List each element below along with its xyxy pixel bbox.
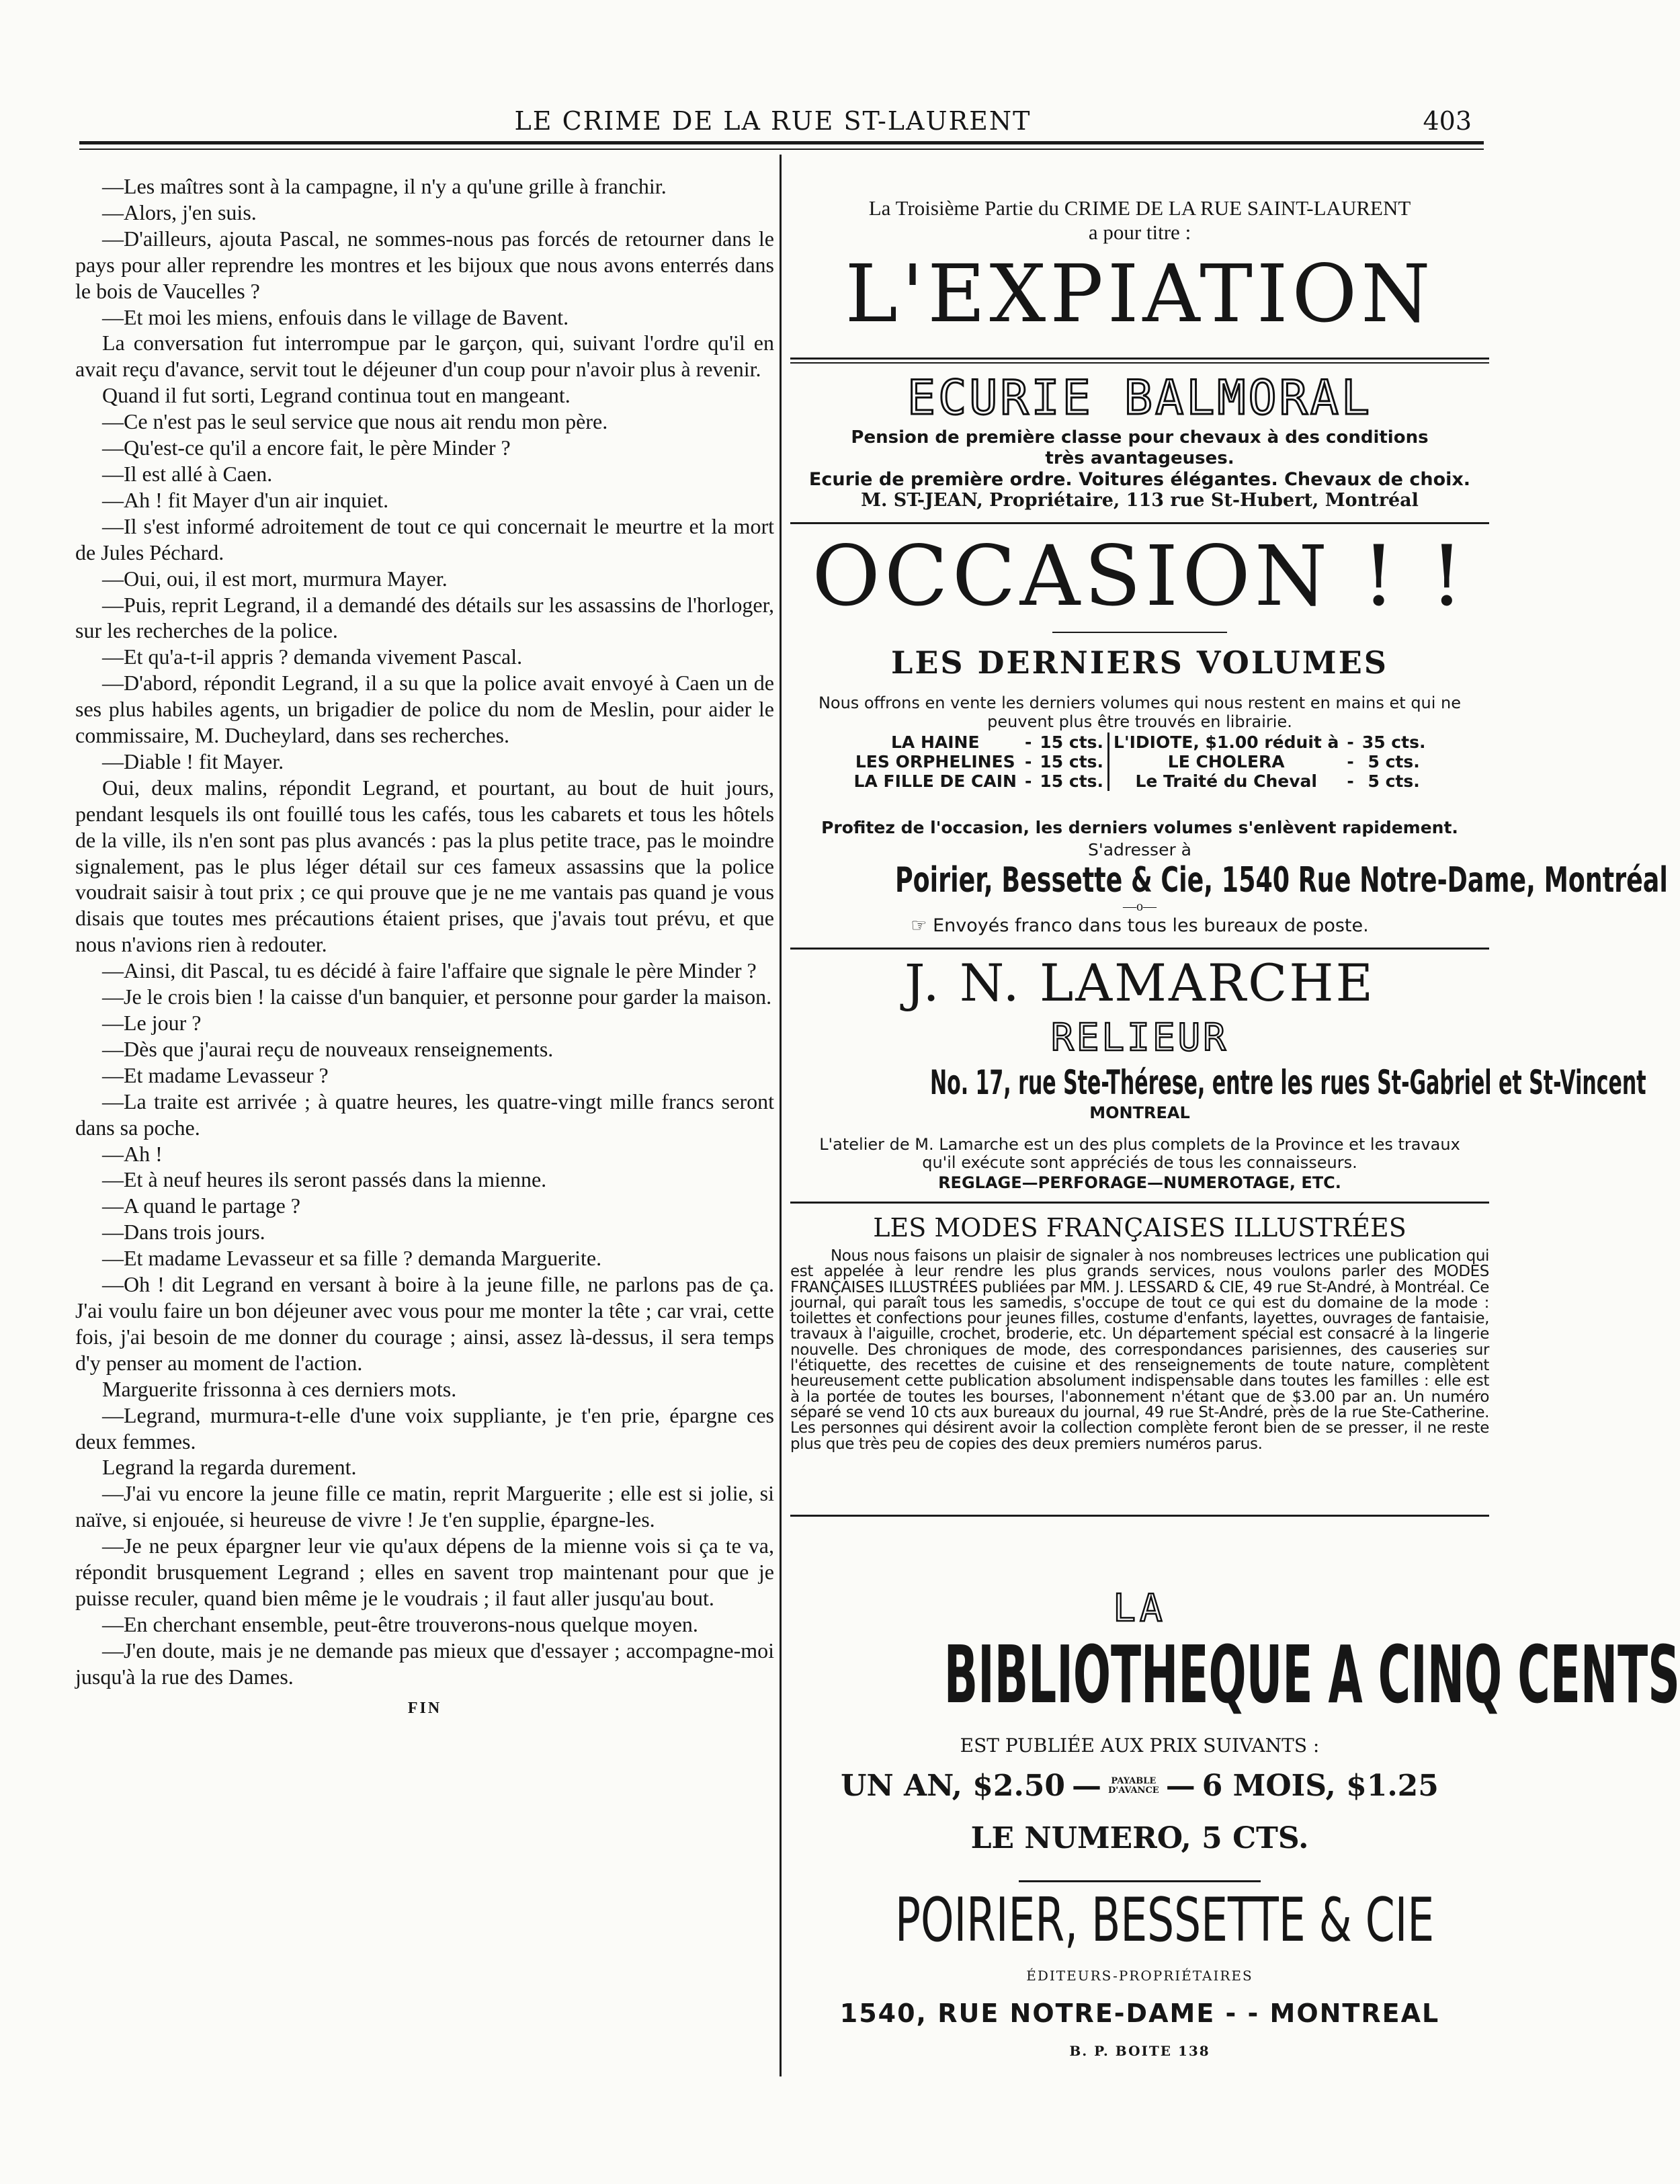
story-paragraph: —Oh ! dit Legrand en versant à boire à la jeune fille, ne parlons pas de ça. J'ai voulu faire un bon déjeuner avec vous pour me monter la tête ; car vrai, cette fois, j'ai besoin de me donner du courage ; ainsi, assez là-dessus, il sera temps d'y penser au moment de l'action. — [75, 1272, 774, 1375]
bibliotheque-title-wrap — [790, 1628, 1680, 1721]
story-paragraph: —Le jour ? — [102, 1011, 202, 1035]
lamarche-text: L'atelier de M. Lamarche est un des plus complets de la Province et les travaux qu'il exécute sont appréciés de tous les connaisseurs. — [819, 1135, 1460, 1172]
story-paragraph: La conversation fut interrompue par le garçon, qui, suivant l'ordre qu'il en avait reçu d'avance, servit tout le déjeuner d'un coup pour n'avoir plus à revenir. — [75, 331, 774, 382]
bibliotheque-prices — [790, 1769, 1489, 1803]
lamarche-address-wrap — [790, 1063, 1646, 1102]
bibliotheque-box: B. P. BOITE 138 — [1069, 2043, 1210, 2059]
lamarche-city: MONTREAL — [1089, 1103, 1190, 1122]
balmoral-line2: très avantageuses. — [1045, 448, 1234, 468]
story-paragraph: —Je le crois bien ! la caisse d'un banquier, et personne pour garder la maison. — [102, 984, 772, 1009]
payable-note — [1108, 1777, 1159, 1796]
occasion-profit-line: Profitez de l'occasion, les derniers volumes s'enlèvent rapidement. — [821, 818, 1458, 837]
occasion-title: OCCASION ! ! — [812, 528, 1468, 625]
story-paragraph: —D'ailleurs, ajouta Pascal, ne sommes-nous pas forcés de retourner dans le pays pour aller reprendre les montres et les bijoux que nous avons enterrés dans le bois de Vaucelles ? — [75, 226, 774, 303]
bibliotheque-address: 1540, RUE NOTRE-DAME - - MONTREAL — [839, 1999, 1440, 2028]
story-paragraph: —Il s'est informé adroitement de tout ce qui concernait le meurtre et la mort de Jules Péchard. — [75, 513, 774, 564]
payable-2: D'AVANCE — [1108, 1785, 1159, 1796]
ad-rule — [790, 522, 1489, 524]
book-price: 15 cts. — [1040, 752, 1104, 771]
book-dash: - — [1024, 732, 1032, 752]
expiation-intro — [790, 196, 1489, 245]
occasion-intro: Nous offrons en vente les derniers volumes qui nous restent en mains et qui ne peuvent plus être trouvés en librairie. — [818, 694, 1462, 731]
dash: — — [1165, 1769, 1195, 1803]
bibliotheque-title: BIBLIOTHEQUE A CINQ CENTS — [943, 1628, 1680, 1721]
story-paragraph: —Ah ! fit Mayer d'un air inquiet. — [102, 487, 389, 512]
story-paragraph: —Les maîtres sont à la campagne, il n'y a qu'une grille à franchir. — [102, 174, 667, 198]
lamarche-services: REGLAGE—PERFORAGE—NUMEROTAGE, ETC. — [938, 1173, 1341, 1192]
story-paragraph: —Qu'est-ce qu'il a encore fait, le père Minder ? — [102, 435, 511, 460]
book-title: LA HAINE — [890, 732, 980, 752]
book-title: L'IDIOTE, $1.00 réduit à — [1109, 732, 1343, 752]
balmoral-line3: Ecurie de première ordre. Voitures élégantes. Chevaux de choix. — [808, 469, 1471, 490]
short-rule — [1052, 632, 1227, 633]
book-price: 15 cts. — [1040, 771, 1104, 791]
book-dash: - — [1347, 732, 1354, 752]
book-price: 15 cts. — [1040, 732, 1104, 752]
page-number: 403 — [1423, 106, 1472, 136]
ad-rule — [790, 1515, 1489, 1517]
book-price: 5 cts. — [1368, 771, 1420, 791]
short-rule — [1019, 1880, 1261, 1882]
story-paragraph: Oui, deux malins, répondit Legrand, et pourtant, au bout de huit jours, pendant lesquels ils ont fouillé tous les cafés, tous les cabarets et tous les hôtels de la ville, ils n'en sont pas plus avancés : pas la plus petite trace, pas le moindre signalement, pas le plus léger détail sur ces fameux assassins que la police voudrait saisir à tout prix ; ce qui prouve que je ne me vantais pas quand je vous disais que toutes mes précautions étaient prises, que j'avais tout prévu, et que nous n'avions rien à redouter. — [75, 775, 774, 957]
dash: — — [1072, 1769, 1101, 1803]
header-rule-thin — [79, 149, 1484, 150]
bibliotheque-la: LA — [1113, 1587, 1167, 1630]
expiation-title: L'EXPIATION — [845, 247, 1435, 340]
story-paragraph: —En cherchant ensemble, peut-être trouverons-nous quelque moyen. — [102, 1611, 698, 1636]
story-paragraph: —Puis, reprit Legrand, il a demandé des détails sur les assassins de l'horloger, sur les recherches de la police. — [75, 592, 774, 643]
book-title: LA FILLE DE CAIN — [853, 771, 1017, 791]
book-title: LES ORPHELINES — [855, 752, 1015, 771]
ad-rule — [790, 948, 1489, 950]
modes-title: LES MODES FRANÇAISES ILLUSTRÉES — [873, 1213, 1406, 1243]
story-paragraph: —Alors, j'en suis. — [102, 200, 257, 224]
price-six-months: 6 MOIS, $1.25 — [1202, 1769, 1439, 1803]
ad-rule — [790, 1202, 1489, 1204]
occasion-address-line: S'adresser à — [1087, 840, 1192, 859]
bibliotheque-publisher: POIRIER, BESSETTE & CIE — [895, 1885, 1435, 1956]
story-paragraph: —Et madame Levasseur ? — [102, 1062, 329, 1087]
book-dash: - — [1347, 771, 1354, 791]
story-paragraph: —Et qu'a-t-il appris ? demanda vivement Pascal. — [102, 644, 523, 669]
story-paragraph: —Et madame Levasseur et sa fille ? demanda Marguerite. — [102, 1246, 602, 1271]
story-paragraph: —A quand le partage ? — [102, 1193, 300, 1218]
story-paragraph: —J'ai vu encore la jeune fille ce matin, reprit Marguerite ; elle est si jolie, si naïve, si enjouée, si heureuse de vivre ! Je t'en supplie, épargne-les. — [75, 1481, 774, 1532]
ad-rule-thin — [790, 362, 1489, 364]
book-dash: - — [1024, 752, 1032, 771]
story-paragraph: —La traite est arrivée ; à quatre heures, les quatre-vingt mille francs seront dans sa poche. — [75, 1089, 774, 1140]
story-paragraph: —Ainsi, dit Pascal, tu es décidé à faire l'affaire que signale le père Minder ? — [102, 958, 757, 983]
balmoral-title: ECURIE BALMORAL — [907, 370, 1373, 425]
column-divider — [780, 155, 782, 2076]
book-table — [850, 732, 1430, 791]
story-paragraph: —D'abord, répondit Legrand, il a su que la police avait envoyé à Caen un de ses plus habiles agents, un brigadier de police du nom de Meslin, pour aider le commissaire, M. Ducheylard, dans ses recherches. — [75, 671, 774, 748]
occasion-book-list — [790, 732, 1489, 791]
story-paragraph: —Dans trois jours. — [102, 1220, 265, 1245]
book-price: 35 cts. — [1361, 732, 1426, 752]
book-price: 5 cts. — [1368, 752, 1420, 771]
bibliotheque-numero: LE NUMERO, 5 CTS. — [970, 1821, 1309, 1855]
bibliotheque-sub: EST PUBLIÉE AUX PRIX SUIVANTS : — [960, 1734, 1320, 1757]
expiation-intro-line1: La Troisième Partie du CRIME DE LA RUE SAINT-LAURENT — [868, 196, 1411, 220]
lamarche-address: No. 17, rue Ste-Thérese, entre les rues St-Gabriel et St-Vincent — [930, 1063, 1646, 1102]
story-paragraph: —Oui, oui, il est mort, murmura Mayer. — [102, 566, 448, 591]
occasion-publisher: Poirier, Bessette & Cie, 1540 Rue Notre-Dame, Montréal — [895, 860, 1668, 900]
occasion-subtitle: LES DERNIERS VOLUMES — [890, 644, 1388, 681]
ad-rule — [790, 358, 1489, 360]
bibliotheque-publisher-wrap — [790, 1885, 1489, 1956]
header-rule-thick — [79, 141, 1484, 144]
story-paragraph: —Legrand, murmura-t-elle d'une voix suppliante, je t'en prie, épargne ces deux femmes. — [75, 1402, 774, 1454]
story-paragraph: —Dès que j'aurai reçu de nouveaux renseignements. — [102, 1036, 554, 1061]
story-paragraph: —Et moi les miens, enfouis dans le village de Bavent. — [102, 304, 569, 329]
story-paragraph: Marguerite frissonna à ces derniers mots. — [102, 1376, 457, 1401]
balmoral-line1: Pension de première classe pour chevaux à des conditions — [851, 427, 1429, 448]
book-title: LE CHOLERA — [1109, 752, 1343, 771]
balmoral-details — [790, 427, 1489, 511]
story-paragraph: —Je ne peux épargner leur vie qu'aux dépens de la mienne vois si ça te va, répondit brusquement Legrand ; elles en savent trop maintenant pour que je puisse reculer, quand bien même je le voudrais ; il faut aller jusqu'au bout. — [75, 1534, 774, 1610]
occasion-publisher-wrap — [790, 860, 1668, 900]
book-title: Le Traité du Cheval — [1109, 771, 1343, 791]
ornament: —o— — [1123, 899, 1157, 914]
running-title: LE CRIME DE LA RUE ST-LAURENT — [514, 106, 1032, 136]
story-paragraph: —Diable ! fit Mayer. — [102, 749, 284, 773]
story-column — [75, 173, 774, 1721]
bibliotheque-role: ÉDITEURS-PROPRIÉTAIRES — [1026, 1968, 1253, 1984]
story-paragraph: Quand il fut sorti, Legrand continua tout en mangeant. — [102, 383, 571, 408]
running-header — [74, 101, 1472, 141]
story-paragraph: —Et à neuf heures ils seront passés dans la mienne. — [102, 1167, 547, 1192]
modes-text: Nous nous faisons un plaisir de signaler à nos nombreuses lectrices une publication qui est appelée à leur rendre les plus grands services, nous voulons parler des MODES FRANÇAISES ILLUSTRÉES publiées par MM. J. LESSARD & CIE, 49 rue St-André, à Montréal. Ce journal, qui paraît tous les samedis, s'occupe de tout ce qui est du domaine de la mode : toilettes et confections pour jeunes filles, costume d'enfants, layettes, ouvrages de fantaisie, travaux à l'aiguille, crochet, broderie, etc. Un département spécial est consacré à la lingerie nouvelle. Des chroniques de mode, des correspondances parisiennes, des causeries sur l'étiquette, des recettes de cuisine et des renseignements de toute nature, complètent heureusement cette publication absolument indispensable dans toutes les familles : elle est à la portée de toutes les bourses, l'abonnement n'étant que de $3.00 par an. Un numéro séparé se vend 10 cts aux bureaux du journal, 49 rue St-André, près de la rue Ste-Catherine. Les personnes qui désirent avoir la collection complète feront bien de se presser, il ne reste plus que très peu de copies des deux premiers numéros parus. — [790, 1247, 1489, 1453]
story-paragraph: Legrand la regarda durement. — [102, 1455, 357, 1480]
lamarche-trade: RELIEUR — [1050, 1016, 1228, 1060]
lamarche-name: J. N. LAMARCHE — [904, 953, 1376, 1013]
payable-1: PAYABLE — [1111, 1775, 1157, 1786]
price-year: UN AN, $2.50 — [841, 1769, 1065, 1803]
story-paragraph: —Ce n'est pas le seul service que nous ait rendu mon père. — [102, 409, 608, 434]
story-paragraph: —Ah ! — [102, 1141, 163, 1166]
book-dash: - — [1024, 771, 1032, 791]
expiation-intro-line2: a pour titre : — [1088, 220, 1191, 244]
story-paragraph: —J'en doute, mais je ne demande pas mieux que d'essayer ; accompagne-moi jusqu'à la rue des Dames. — [75, 1638, 774, 1689]
balmoral-line4: M. ST-JEAN, Propriétaire, 113 rue St-Hubert, Montréal — [861, 490, 1419, 511]
story-end-mark: FIN — [407, 1699, 442, 1717]
story-paragraphs — [75, 173, 774, 1690]
story-paragraph: —Il est allé à Caen. — [102, 461, 273, 486]
book-dash: - — [1347, 752, 1354, 771]
occasion-postal: ☞ Envoyés franco dans tous les bureaux de poste. — [911, 915, 1369, 936]
